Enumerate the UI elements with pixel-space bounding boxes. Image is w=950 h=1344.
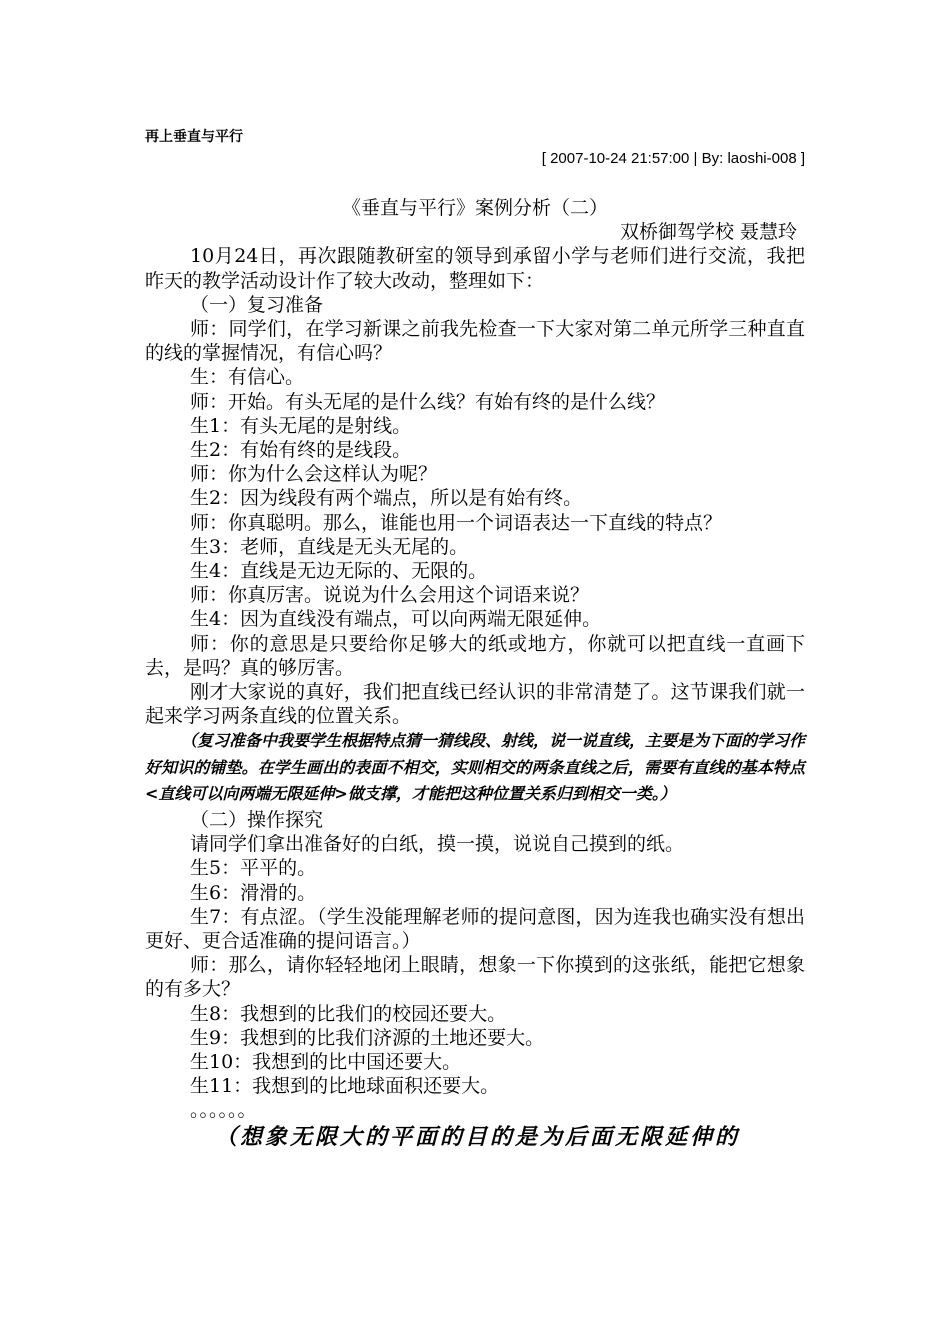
- paragraph: 生8：我想到的比我们的校园还要大。: [190, 1002, 507, 1025]
- article-author: 双桥御驾学校 聂慧玲: [619, 221, 797, 244]
- paragraph: 生5：平平的。: [190, 857, 317, 880]
- section-heading: （一）复习准备: [190, 293, 324, 316]
- teacher-note: （复习准备中我要学生根据特点猜一猜线段、射线，说一说直线，主要是为下面的学习作好知识的铺垫。在学生画出的表面不相交，实则相交的两条直线之后，需要有直线的基本特点<直线可以向两端无限延伸>做支撑，才能把这种位置关系归到相交一类。）: [145, 731, 806, 804]
- article-body: [145, 196, 805, 1153]
- paragraph: 师：你的意思是只要给你足够大的纸或地方，你就可以把直线一直画下去，是吗？真的够厉害。: [145, 632, 805, 679]
- paragraph: 师：你真聪明。那么，谁能也用一个词语表达一下直线的特点？: [190, 511, 723, 534]
- article-heading: 《垂直与平行》案例分析（二）: [341, 197, 608, 219]
- paragraph: 生10：我想到的比中国还要大。: [190, 1051, 462, 1073]
- ellipsis: 。。。。。。: [190, 1099, 257, 1122]
- paragraph: 生11：我想到的比地球面积还要大。: [190, 1075, 500, 1098]
- paragraph: 生2：有始有终的是线段。: [190, 439, 412, 462]
- paragraph: 请同学们拿出准备好的白纸，摸一摸，说说自己摸到的纸。: [190, 833, 685, 856]
- paragraph: 生7：有点涩。（学生没能理解老师的提问意图，因为连我也确实没有想出更好、更合适准确的提问语言。）: [145, 905, 805, 952]
- paragraph: 师：那么，请你轻轻地闭上眼睛，想象一下你摸到的这张纸，能把它想象的有多大？: [145, 954, 805, 1001]
- paragraph: 生2：因为线段有两个端点，所以是有始有终。: [190, 487, 583, 510]
- paragraph: 师：你为什么会这样认为呢？: [190, 463, 438, 486]
- paragraph: 生4：因为直线没有端点，可以向两端无限延伸。: [190, 608, 602, 631]
- paragraph: 生1：有头无尾的是射线。: [190, 414, 412, 437]
- section-heading: （二）操作探究: [190, 808, 324, 831]
- paragraph: 刚才大家说的真好，我们把直线已经认识的非常清楚了。这节课我们就一起来学习两条直线的位置关系。: [145, 681, 805, 728]
- teacher-note-continued: （想象无限大的平面的目的是为后面无限延伸的: [215, 1124, 741, 1150]
- paragraph: 10月24日，再次跟随教研室的领导到承留小学与老师们进行交流，我把昨天的教学活动设计作了较大改动，整理如下：: [145, 245, 805, 292]
- post-meta: [ 2007-10-24 21:57:00 | By: laoshi-008 ]: [541, 150, 805, 167]
- paragraph: 生6：滑滑的。: [190, 881, 317, 904]
- paragraph: 生4：直线是无边无际的、无限的。: [190, 560, 488, 583]
- paragraph: 师：同学们，在学习新课之前我先检查一下大家对第二单元所学三种直直的线的掌握情况，有信心吗？: [145, 318, 805, 365]
- paragraph: 生3：老师，直线是无头无尾的。: [190, 535, 469, 558]
- paragraph: 生：有信心。: [190, 366, 305, 389]
- paragraph: 生9：我想到的比我们济源的土地还要大。: [190, 1026, 545, 1049]
- paragraph: 师：你真厉害。说说为什么会用这个词语来说？: [190, 584, 590, 607]
- paragraph: 师：开始。有头无尾的是什么线？有始有终的是什么线？: [190, 390, 666, 413]
- post-title: 再上垂直与平行: [145, 129, 243, 145]
